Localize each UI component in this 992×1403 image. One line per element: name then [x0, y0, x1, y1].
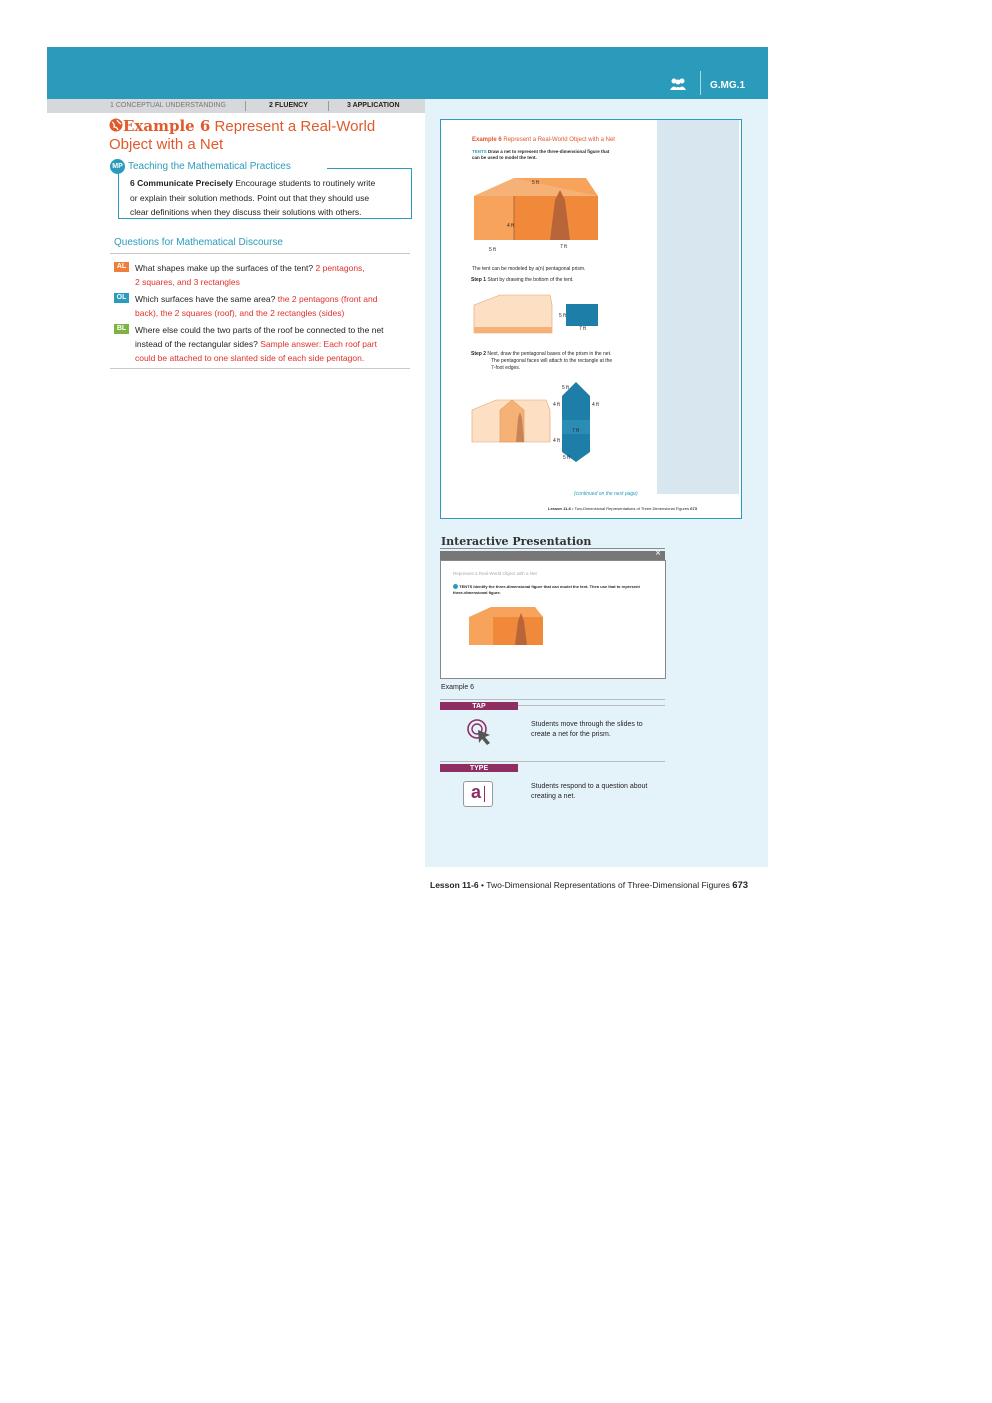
page-number: 673	[732, 880, 749, 891]
answer-text: back), the 2 squares (roof), and the 2 rectangles (sides)	[135, 308, 345, 318]
presentation-caption: Example 6	[441, 684, 475, 691]
card-step2	[471, 351, 651, 372]
type-description	[531, 782, 661, 802]
dim-label: 5 ft	[563, 455, 570, 461]
screen-title: Represent a Real-World Object with a Net	[453, 571, 537, 576]
interactive-rule	[440, 548, 665, 549]
question-bl	[135, 323, 407, 365]
card-footer-title: Two-Dimensional Representations of Three-Dimensional Figures	[574, 506, 690, 511]
top-banner	[47, 47, 768, 99]
mp-line3: clear definitions when they discuss their solutions with others.	[130, 207, 362, 217]
card-prompt-line2: can be used to model the tent.	[472, 155, 537, 160]
question-text: instead of the rectangular sides?	[135, 339, 258, 349]
presentation-titlebar	[440, 548, 665, 560]
step2-text: Next, draw the pentagonal bases of the prism in the net.	[487, 351, 612, 357]
step1-label: Step 1	[471, 277, 487, 283]
bl-badge: BL	[114, 324, 129, 334]
step2-figure	[470, 380, 605, 465]
type-text-line1: Students respond to a question about	[531, 783, 648, 790]
card-prompt-line1: Draw a net to represent the three-dimensional figure that	[488, 149, 610, 154]
dim-label: 7 ft	[572, 428, 579, 434]
card-prompt-tag: TENTS	[472, 149, 487, 154]
question-text: What shapes make up the surfaces of the tent?	[135, 263, 314, 273]
cursor-bar	[484, 786, 485, 802]
mp-line2: or explain their solution methods. Point out that they should use	[130, 192, 370, 203]
card-prompt	[472, 149, 652, 161]
globe-icon	[453, 584, 458, 589]
tap-label: TAP	[440, 702, 518, 710]
tab-conceptual[interactable]: 1 CONCEPTUAL UNDERSTANDING	[110, 102, 226, 109]
footer-title: Two-Dimensional Representations of Three-Dimensional Figures	[486, 880, 730, 890]
type-icon	[463, 781, 493, 807]
answer-text: Sample answer: Each roof part	[260, 339, 377, 349]
step2-text: The pentagonal faces will attach to the rectangle at the	[491, 358, 613, 364]
question-text: Where else could the two parts of the roof be connected to the net	[135, 325, 384, 335]
dim-label: 7 ft	[579, 326, 586, 332]
dim-label: 4 ft	[553, 438, 560, 444]
prism-base	[474, 327, 552, 333]
globe-icon	[109, 118, 123, 132]
dim-label: 5 ft	[559, 313, 566, 319]
al-badge: AL	[114, 262, 129, 272]
interactive-heading: Interactive Presentation	[441, 535, 592, 548]
page-footer: Lesson 11-6 • Two-Dimensional Representations of Three-Dimensional Figures 673	[430, 880, 749, 891]
type-glyph: a	[471, 782, 482, 802]
tap-text-line2: create a net for the prism.	[531, 731, 611, 738]
card-footer-page: 673	[690, 506, 697, 511]
step2-text: 7-foot edges.	[491, 365, 521, 371]
caption-rule	[440, 699, 665, 700]
dim-label: 5 ft	[562, 385, 569, 391]
mp-practice: 6 Communicate Precisely	[130, 178, 233, 188]
thumbnail-margin-strip	[657, 120, 739, 494]
tab-application[interactable]: 3 APPLICATION	[347, 102, 400, 109]
screen-tent-illustration	[467, 603, 547, 651]
type-label: TYPE	[440, 764, 518, 772]
presentation-screen[interactable]	[440, 560, 666, 679]
card-model-text: The tent can be modeled by a(n) pentagonal prism.	[472, 266, 586, 272]
card-title-text: Represent a Real-World Object with a Net	[503, 137, 615, 143]
step2-label: Step 2	[471, 351, 487, 357]
card-footer-lesson: Lesson 11-6	[548, 506, 571, 511]
answer-text: could be attached to one slanted side of each side pentagon.	[135, 353, 365, 363]
dim-label: 7 ft	[560, 244, 567, 250]
discourse-heading: Questions for Mathematical Discourse	[114, 237, 283, 248]
card-example-label: Example 6	[472, 137, 502, 143]
screen-text	[453, 584, 651, 596]
tab-divider	[245, 101, 246, 111]
ol-badge: OL	[114, 293, 129, 303]
dim-label: 4 ft	[592, 402, 599, 408]
dim-label: 5 ft	[532, 180, 539, 186]
dim-label: 4 ft	[553, 402, 560, 408]
question-al	[135, 261, 407, 289]
tab-divider	[328, 101, 329, 111]
question-ol	[135, 292, 407, 320]
tap-rule	[518, 705, 665, 706]
group-icon	[669, 77, 687, 91]
question-text: Which surfaces have the same area?	[135, 294, 276, 304]
discourse-bottom-rule	[110, 368, 410, 369]
card-title	[472, 137, 615, 144]
mp-badge: MP	[110, 159, 125, 174]
dim-label: 4 ft	[507, 223, 514, 229]
mp-heading: Teaching the Mathematical Practices	[128, 161, 291, 172]
answer-text: the 2 pentagons (front and	[277, 294, 378, 304]
card-step1	[471, 277, 574, 284]
base-rectangle	[566, 304, 598, 326]
step1-text: Start by drawing the bottom of the tent.	[487, 277, 574, 283]
close-icon[interactable]: ×	[655, 548, 661, 559]
mp-text	[130, 176, 402, 220]
tap-icon	[466, 718, 494, 746]
discourse-rule	[110, 253, 410, 254]
footer-lesson: Lesson 11-6	[430, 880, 479, 890]
card-footer: Lesson 11-6 • Two-Dimensional Representations of Three-Dimensional Figures 673	[548, 506, 697, 511]
answer-text: 2 pentagons,	[315, 263, 365, 273]
section-rule	[440, 761, 665, 762]
example-title-line1: Represent a Real-World	[214, 118, 376, 135]
example-title-line2: Object with a Net	[109, 136, 224, 153]
dim-label: 5 ft	[489, 247, 496, 253]
type-text-line2: creating a net.	[531, 793, 576, 800]
tap-description	[531, 720, 661, 740]
tab-fluency[interactable]: 2 FLUENCY	[269, 102, 308, 109]
mp-line1: Encourage students to routinely write	[235, 178, 376, 188]
banner-divider	[700, 71, 701, 95]
answer-text: 2 squares, and 3 rectangles	[135, 277, 240, 287]
continued-note: (continued on the next page)	[574, 491, 638, 497]
example-title	[109, 117, 409, 154]
tap-text-line1: Students move through the slides to	[531, 721, 643, 728]
standard-code: G.MG.1	[710, 80, 746, 91]
screen-text-line1: TENTS Identify the three-dimensional figure that can model the tent. Then use that to represent three-dimensional figure.	[453, 584, 640, 595]
lesson-phase-tabs	[47, 99, 425, 113]
example-label: Example 6	[123, 117, 211, 135]
